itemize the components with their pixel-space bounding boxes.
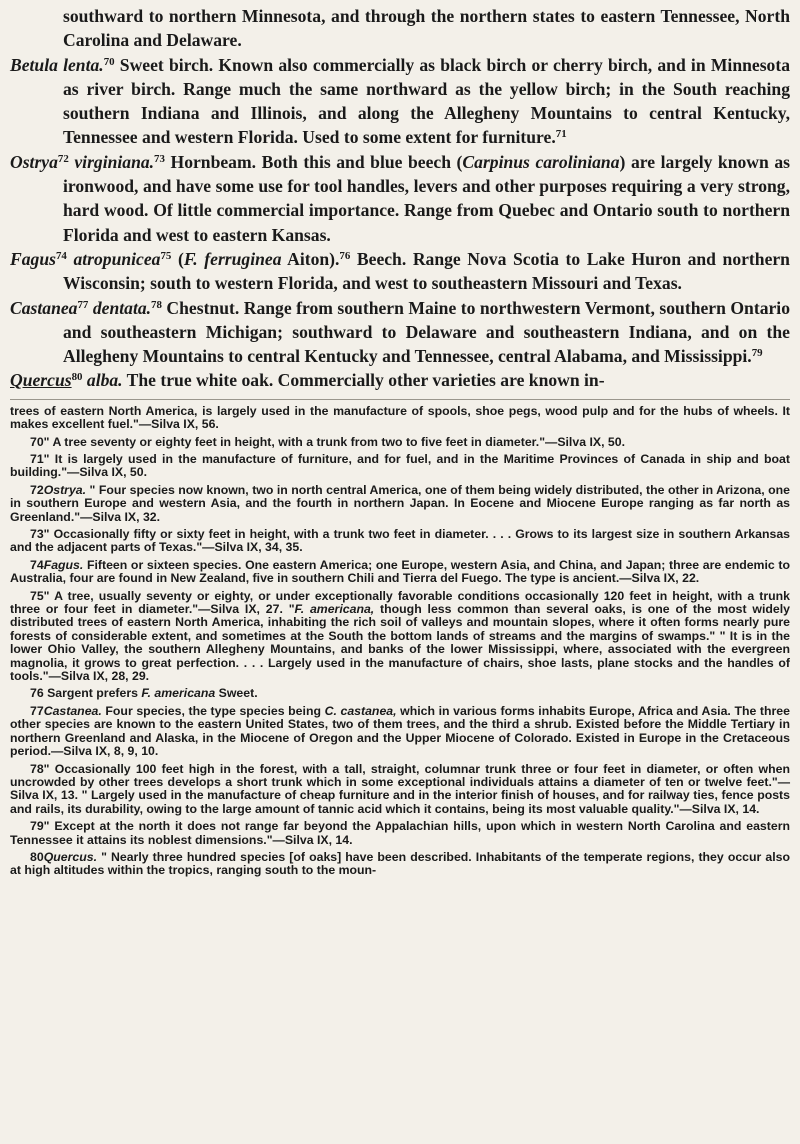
species-name: alba. bbox=[82, 370, 123, 391]
entry-text: ( bbox=[171, 248, 184, 269]
footnote-continued: trees of eastern North America, is largely used in the manufacture of spools, shoe pegs, wood pulp and for the hubs of wheels. It makes excellent fuel."—Silva IX, 56. bbox=[10, 403, 790, 432]
footnote-70: 70" A tree seventy or eighty feet in height, with a trunk from two to five feet in diameter."—Silva IX, 50. bbox=[30, 434, 625, 449]
footnote-ref: 75 bbox=[160, 249, 172, 262]
entry-text: Beech. Range Nova Scotia to Lake Huron and northern Wisconsin; south to western Florida, and west to southeastern Missouri and Texas. bbox=[63, 248, 790, 294]
footnote-ref: 79 bbox=[751, 347, 763, 360]
entry-text: ) are largely known as ironwood, and have some use for tool handles, levers and other purposes requiring a very strong, hard wood. Of little commercial importance. Range from Quebec and Ontario south to northern Florida and west to eastern Kansas. bbox=[63, 151, 790, 245]
footnote-76 bbox=[10, 687, 790, 700]
entry-text: The true white oak. Commercially other varieties are known in- bbox=[122, 370, 605, 391]
footnote-ref: 71 bbox=[555, 128, 567, 141]
footnote-text: 75" A tree, usually seventy or eighty, or under exceptionally favorable conditions occasionally 120 feet in height, with a trunk three or four feet in diameter."—Silva IX, 27. " bbox=[10, 588, 790, 617]
species-name: atropunicea bbox=[66, 248, 161, 269]
footnote-species: C. castanea, bbox=[324, 703, 397, 718]
footnotes bbox=[10, 405, 790, 878]
footnote-74 bbox=[10, 559, 790, 586]
entry-text: Chestnut. Range from southern Maine to northwestern Vermont, southern Ontario and southeastern Michigan; southward to Delaware and southeastern Indiana, and on the Allegheny Mountains to central Kentucky and Tennessee, central Alabama, and Mississippi. bbox=[63, 297, 790, 367]
footnote-73: 73" Occasionally fifty or sixty feet in height, with a trunk two feet in diameter. . . . Grows to its largest size in southern Arkansas and the adjacent parts of Texas."—Silva IX, 34, 35. bbox=[10, 527, 790, 555]
footnote-ref: 70 bbox=[103, 55, 115, 68]
entry-text: Hornbeam. Both this and blue beech ( bbox=[164, 151, 463, 172]
species-name: F. ferruginea bbox=[183, 248, 282, 269]
footnote-ref: 77 bbox=[77, 298, 89, 311]
footnote-text: Four species, the type species being bbox=[101, 703, 325, 718]
species-name: Betula lenta. bbox=[10, 54, 104, 75]
intro-paragraph bbox=[10, 4, 790, 53]
entry-betula bbox=[10, 53, 790, 150]
footnote-ref: 78 bbox=[151, 298, 162, 311]
footnote-text: " Nearly three hundred species [of oaks] have been described. Inhabitants of the temperate regions, they occur also at high altitudes within the tropics, ranging south to the moun- bbox=[10, 849, 790, 878]
footnote-genus: Castanea. bbox=[43, 703, 102, 718]
footnote-number: 77 bbox=[30, 703, 44, 718]
footnote-ref: 73 bbox=[154, 152, 165, 165]
species-name: Carpinus caroliniana bbox=[462, 151, 620, 172]
entry-text: Aiton). bbox=[281, 248, 340, 269]
footnote-text: 76 Sargent prefers bbox=[30, 686, 142, 701]
footnote-text: Fifteen or sixteen species. One eastern America; one Europe, western Asia, and China, and Japan; three are endemic to Australia, four are found in New Zealand, five in southern Chili and Tierra del Fuego. The type is ancient.—Silva IX, 22. bbox=[10, 557, 790, 586]
species-name: dentata. bbox=[88, 297, 152, 318]
footnote-text: though less common than several oaks, is one of the most widely distributed trees of eastern North America, inhabiting the rich soil of valleys and mountain slopes, where it often forms nearly pure forests of considerable extent, and sometimes at the South the bottom lands of streams and the margins of swamps." " It is in the lower Ohio Valley, the southern Allegheny Mountains, and banks of the lower Mississippi, where, associated with the evergreen magnolia, it grows to great perfection. . . . Largely used in the manufacture of chairs, shoe lasts, plane stocks and the handles of tools."—Silva IX, 28, 29. bbox=[10, 602, 790, 684]
footnote-79: 79" Except at the north it does not range far beyond the Appalachian hills, upon which in western North Carolina and eastern Tennessee it attains its noblest dimensions."—Silva IX, 14. bbox=[10, 819, 790, 847]
species-name: virginiana. bbox=[68, 151, 155, 172]
entry-quercus bbox=[10, 368, 790, 392]
footnote-ref: 80 bbox=[71, 371, 83, 384]
footnote-divider bbox=[10, 399, 790, 400]
footnote-72 bbox=[10, 484, 790, 524]
footnote-80 bbox=[10, 851, 790, 878]
entry-ostrya bbox=[10, 150, 790, 247]
footnote-number: 72 bbox=[30, 482, 44, 497]
footnote-ref: 76 bbox=[339, 249, 351, 262]
footnote-ref: 72 bbox=[57, 152, 69, 165]
entry-fagus bbox=[10, 247, 790, 296]
footnote-number: 80 bbox=[30, 849, 44, 864]
genus-name: Fagus bbox=[10, 248, 56, 269]
footnote-text: Sweet. bbox=[215, 686, 258, 701]
genus-name: Quercus bbox=[10, 370, 72, 391]
entry-castanea bbox=[10, 296, 790, 369]
genus-name: Ostrya bbox=[10, 151, 58, 172]
footnote-species: F. americana, bbox=[294, 602, 375, 617]
footnote-71: 71" It is largely used in the manufacture of furniture, and for fuel, and in the Maritime Provinces of Canada in ship and boat building."—Silva IX, 50. bbox=[10, 451, 790, 480]
genus-name: Castanea bbox=[10, 297, 78, 318]
entry-text: Sweet birch. Known also commercially as black birch or cherry birch, and in Minnesota as river birch. Range much the same northward as the yellow birch; in the South reaching southern Indiana and Illinois, and along the Allegheny Mountains to central Kentucky, Tennessee and western Florida. Used to some extent for furniture. bbox=[63, 54, 790, 148]
footnote-text: " Four species now known, two in north central America, one of them being widely distributed, the other in Arizona, one in southern Europe and western Asia, and the fourth in northern Japan. In Eocene and Miocene Europe ranging as far north as Greenland."—Silva IX, 32. bbox=[10, 482, 790, 524]
footnote-genus: Ostrya. bbox=[43, 482, 87, 497]
footnote-text: which in various forms inhabits Europe, Africa and Asia. The three other species are known to the eastern United States, two of them trees, and the third a shrub. Existed before the Middle Tertiary in northern Greenland and Alaska, in the Miocene of Oregon and the Upper Miocene of Colorado. Existed in Europe in the Cretaceous period.—Silva IX, 8, 9, 10. bbox=[10, 703, 790, 759]
footnote-75 bbox=[10, 590, 790, 684]
main-text bbox=[10, 4, 790, 393]
footnote-number: 74 bbox=[30, 557, 44, 572]
footnote-ref: 74 bbox=[55, 249, 67, 262]
footnote-genus: Quercus. bbox=[43, 849, 97, 864]
footnote-77 bbox=[10, 705, 790, 759]
footnote-species: F. americana bbox=[141, 686, 216, 701]
footnote-genus: Fagus. bbox=[43, 557, 84, 572]
intro-text: southward to northern Minnesota, and through the northern states to eastern Tennessee, North Carolina and Delaware. bbox=[63, 6, 790, 51]
footnote-78: 78" Occasionally 100 feet high in the forest, with a tall, straight, columnar trunk three or four feet in diameter, or often when uncrowded by other trees develops a short trunk which in some exceptional individuals attains a diameter of ten or twelve feet."—Silva IX, 13. " Largely used in the manufacture of cheap furniture and in the interior finish of houses, and for railway ties, fence posts and rails, its durability, owing to the large amount of tannic acid which it contains, being its most valuable quality."—Silva IX, 14. bbox=[10, 761, 790, 816]
